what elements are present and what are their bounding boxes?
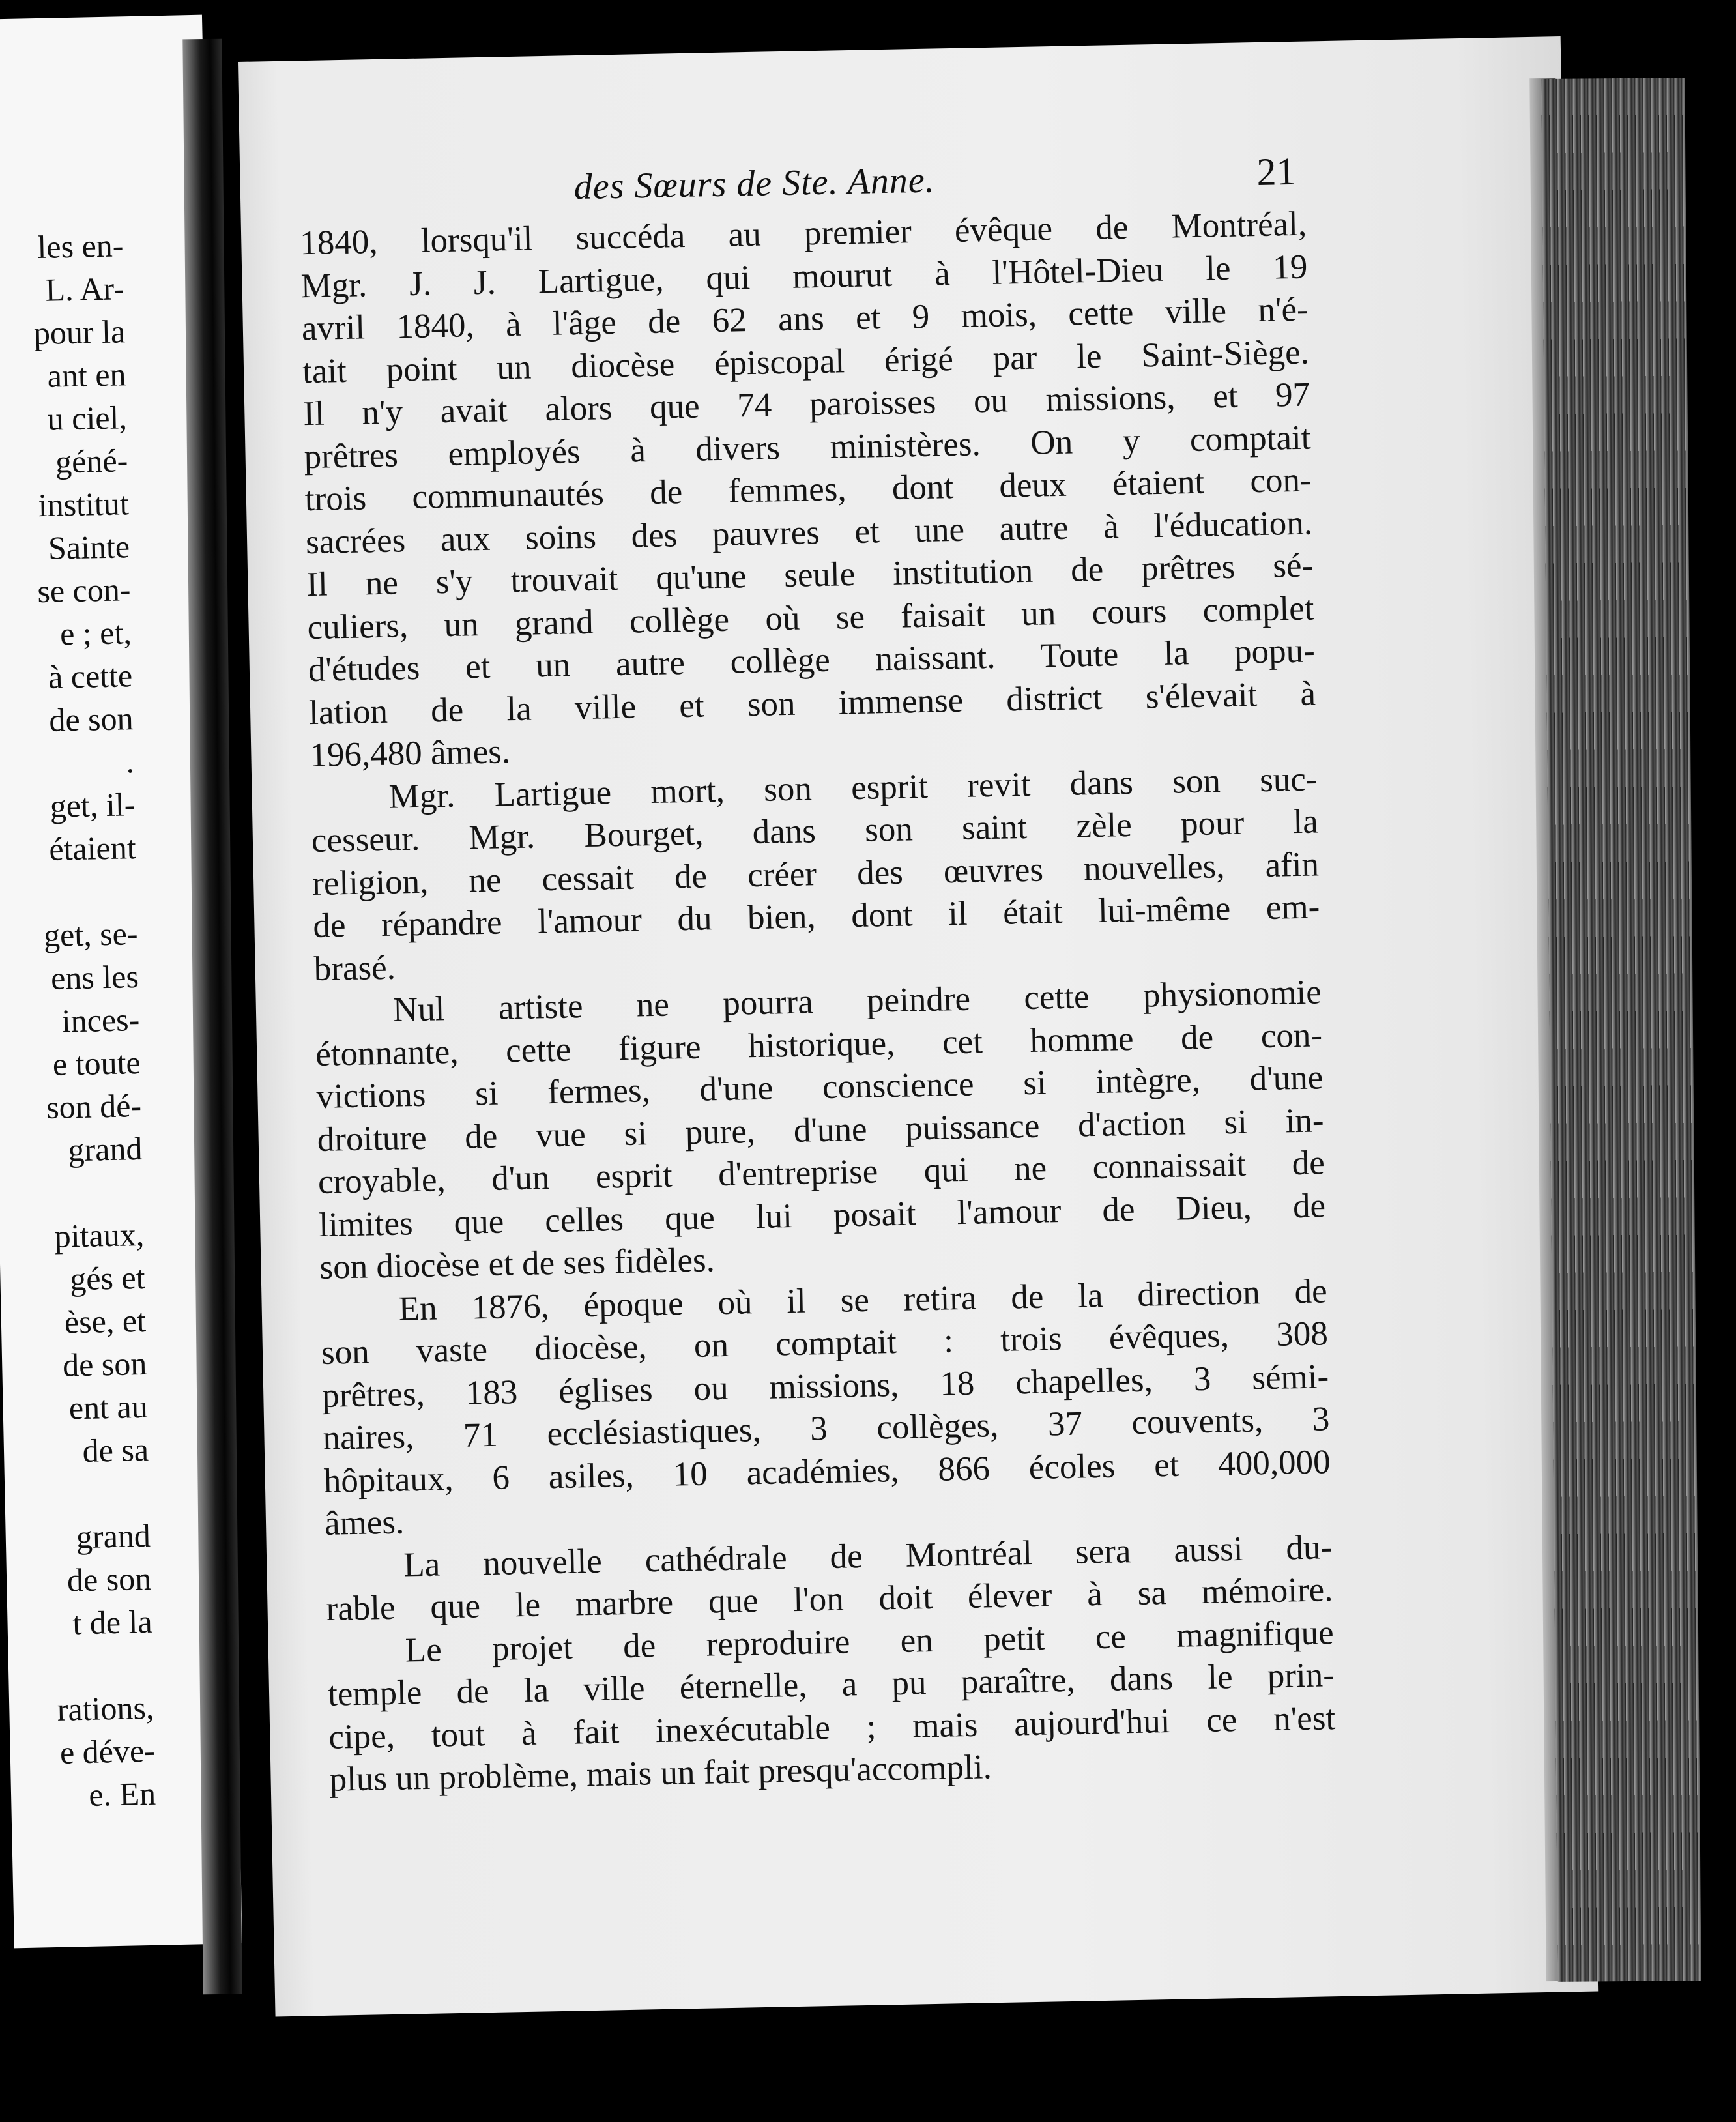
text-line: Il ne s'y trouvait qu'une seule institution de prêtres sé- — [306, 546, 1314, 604]
facing-page-line: get, il- — [50, 786, 136, 824]
facing-page-line: pitaux, — [54, 1215, 145, 1255]
facing-page-line: de son — [66, 1560, 152, 1599]
text-line: Nul artiste ne pourra peindre cette physionomie — [392, 973, 1322, 1029]
text-line: tait point un diocèse épiscopal érigé par le Saint-Siège. — [302, 333, 1310, 390]
facing-page-line: pour la — [33, 313, 126, 352]
text-line: étonnante, cette figure historique, cet homme de con- — [315, 1015, 1323, 1073]
text-line: plus un problème, mais un fait presqu'accompli. — [329, 1748, 992, 1799]
facing-page-line: t de la — [72, 1603, 153, 1642]
facing-page-line: de son — [62, 1344, 147, 1384]
facing-page-line: e. En — [88, 1775, 156, 1813]
facing-page-line: de sa — [82, 1431, 149, 1469]
text-line: rable que le marbre que l'on doit élever à sa mémoire. — [326, 1571, 1333, 1628]
facing-page-line: son dé- — [46, 1086, 142, 1126]
text-line: lation de la ville et son immense district s'élevait à — [308, 674, 1316, 732]
text-line: cipe, tout à fait inexécutable ; mais aujourd'hui ce n'est — [328, 1698, 1336, 1756]
facing-page-line: èse, et — [64, 1301, 147, 1341]
facing-page-line: étaient — [48, 829, 137, 867]
facing-page-line: les en- — [36, 227, 124, 266]
facing-page-text — [26, 224, 156, 1817]
facing-page-line — [52, 1471, 150, 1516]
text-line: limites que celles que lui posait l'amour de Dieu, de — [318, 1186, 1326, 1244]
text-line: La nouvelle cathédrale de Montréal sera aussi du- — [403, 1528, 1333, 1584]
facing-page-line: e toute — [52, 1044, 141, 1083]
text-line: avril 1840, à l'âge de 62 ans et 9 mois, cette ville n'é- — [301, 290, 1309, 348]
text-line: hôpitaux, 6 asiles, 10 académies, 866 écoles et 400,000 — [323, 1442, 1331, 1500]
text-line: croyable, d'un esprit d'entreprise qui ne connaissait de — [317, 1144, 1325, 1201]
text-line: 1840, lorsqu'il succéda au premier évêque de Montréal, — [299, 205, 1307, 263]
facing-page-line: ent au — [68, 1388, 149, 1427]
facing-page-line: ant en — [47, 356, 127, 394]
facing-page-line: gés et — [69, 1258, 146, 1298]
facing-page-line: de son — [48, 700, 134, 738]
facing-page-line: grand — [76, 1517, 151, 1556]
facing-page-line: ens les — [50, 958, 139, 996]
text-line: prêtres, 183 églises ou missions, 18 chapelles, 3 sémi- — [321, 1357, 1329, 1415]
facing-page-line: get, se- — [43, 915, 139, 954]
text-line: temple de la ville éternelle, a pu paraître, dans le prin- — [327, 1656, 1335, 1713]
facing-page-line: e déve- — [59, 1732, 156, 1771]
facing-page-line: géné- — [55, 442, 128, 480]
text-line: Il n'y avait alors que 74 paroisses ou missions, et 97 — [302, 375, 1310, 433]
text-line: naires, 71 ecclésiastiques, 3 collèges, 37 couvents, 3 — [323, 1400, 1330, 1457]
text-line: 196,480 âmes. — [309, 733, 511, 775]
text-line: cesseur. Mgr. Bourget, dans son saint zèle pour la — [311, 802, 1319, 860]
text-line: de répandre l'amour du bien, dont il était lui-même em- — [312, 888, 1320, 946]
text-line: âmes. — [324, 1503, 405, 1543]
text-line: religion, ne cessait de créer des œuvres nouvelles, afin — [311, 845, 1320, 903]
text-line: victions si fermes, d'une conscience si intègre, d'une — [315, 1058, 1324, 1116]
facing-page-line: L. Ar- — [44, 270, 125, 308]
text-line: En 1876, époque où il se retira de la direction de — [398, 1272, 1328, 1328]
facing-page-line: institut — [38, 485, 130, 524]
facing-page-line: rations, — [57, 1689, 154, 1728]
facing-page-line: u ciel, — [47, 399, 128, 437]
text-line: Mgr. Lartigue mort, son esprit revit dans son suc- — [388, 759, 1318, 816]
text-line: Le projet de reproduire en petit ce magnifique — [405, 1613, 1335, 1670]
running-head: des Sœurs de Ste. Anne. — [573, 160, 936, 208]
text-line: sacrées aux soins des pauvres et une autre à l'éducation. — [305, 503, 1313, 561]
text-line: prêtres employés à divers ministères. On y comptait — [304, 418, 1311, 476]
facing-page-line: Sainte — [48, 528, 130, 566]
page-edges — [1541, 78, 1701, 1982]
facing-page-line: grand — [67, 1129, 143, 1169]
facing-page-line — [56, 1643, 154, 1688]
page-number: 21 — [1256, 149, 1297, 194]
text-line: son vaste diocèse, on comptait : trois évêques, 308 — [321, 1315, 1329, 1372]
text-line: d'études et un autre collège naissant. Toute la popu- — [308, 632, 1316, 690]
facing-page-line: e ; et, — [59, 614, 132, 652]
text-line: son diocèse et de ses fidèles. — [319, 1241, 716, 1286]
facing-page-line — [46, 1170, 143, 1215]
text-line: Mgr. J. J. Lartigue, qui mourut à l'Hôtel-Dieu le 19 — [300, 248, 1308, 305]
facing-page-line: inces- — [61, 1001, 140, 1039]
facing-page-line: . — [125, 743, 135, 780]
text-line: brasé. — [313, 948, 396, 988]
text-line: trois communautés de femmes, dont deux étaient con- — [304, 461, 1312, 519]
facing-page-line: se con- — [36, 571, 131, 610]
page-body-text — [300, 203, 1337, 1802]
main-page — [238, 36, 1598, 2016]
text-line: culiers, un grand collège où se faisait un cours complet — [307, 589, 1314, 647]
facing-page-line: à cette — [48, 657, 133, 695]
text-line: droiture de vue si pure, d'une puissance d'action si in- — [317, 1101, 1325, 1159]
facing-page-line — [40, 869, 137, 914]
